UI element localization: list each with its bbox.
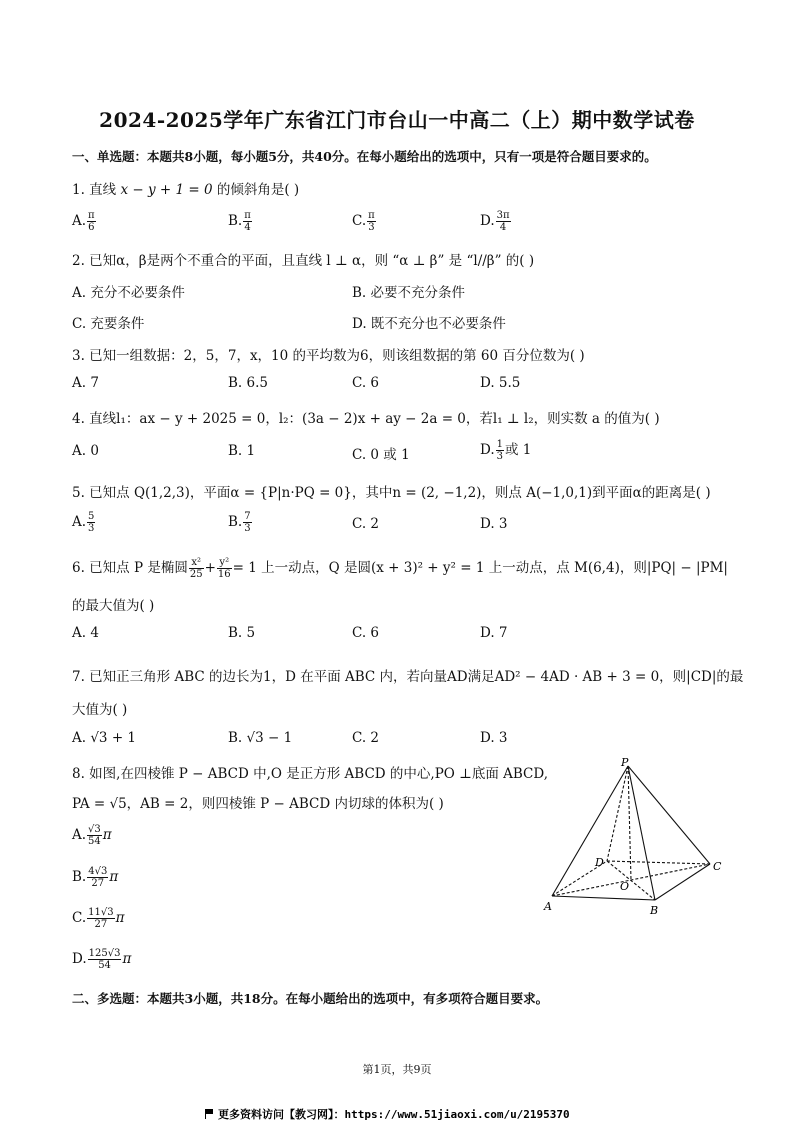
- question-4-option-a[interactable]: A. 0: [72, 443, 99, 459]
- edge-pa: [552, 766, 628, 896]
- option-label: D.: [480, 213, 495, 229]
- question-4-stem: 4. 直线l₁：ax − y + 2025 = 0，l₂：(3a − 2)x + ay − 2a = 0，若l₁ ⊥ l₂，则实数 a 的值为( ): [72, 411, 660, 427]
- fraction: [87, 210, 96, 233]
- page-number-footer: 第1页，共9页: [362, 1063, 432, 1076]
- denominator: 3: [368, 222, 375, 233]
- height-po-hidden: [628, 766, 631, 880]
- fraction: [87, 824, 102, 847]
- numerator: π: [244, 210, 251, 221]
- question-5-stem: 5. 已知点 Q(1,2,3)，平面α = {P|n·PQ = 0}，其中n = (2, −1,2)，则点 A(−1,0,1)到平面α的距离是( ): [72, 485, 711, 501]
- promo-text[interactable]: 更多资料访问【教习网】：https://www.51jiaoxi.com/u/2195370: [218, 1108, 570, 1121]
- fraction: [496, 439, 504, 462]
- numerator: 125√3: [88, 948, 121, 959]
- option-label: A.: [72, 213, 87, 229]
- question-3-option-c[interactable]: C. 6: [352, 375, 380, 391]
- question-7-option-b[interactable]: B. √3 − 1: [228, 730, 293, 746]
- fraction: [189, 557, 204, 580]
- edge-pd-hidden: [607, 766, 628, 861]
- question-7-option-c[interactable]: C. 2: [352, 730, 380, 746]
- question-8-stem-line-1: 8. 如图,在四棱锥 P − ABCD 中,O 是正方形 ABCD 的中心,PO ⊥底面 ABCD,: [72, 766, 549, 782]
- question-2-option-a[interactable]: A. 充分不必要条件: [72, 285, 185, 301]
- question-1-suffix: 的倾斜角是( ): [216, 182, 300, 198]
- question-6-option-d[interactable]: D. 7: [480, 625, 508, 641]
- option-label: D.: [480, 442, 495, 458]
- question-1-stem: [72, 178, 299, 198]
- denominator: 25: [189, 569, 203, 580]
- numerator: π: [88, 210, 95, 221]
- question-7-option-d[interactable]: D. 3: [480, 730, 508, 746]
- question-4-option-c[interactable]: C. 0 或 1: [352, 447, 410, 463]
- fraction: [88, 948, 122, 971]
- question-7-stem-line-2: 大值为( ): [72, 702, 128, 718]
- question-3-stem: 3. 已知一组数据：2，5，7，x，10 的平均数为6，则该组数据的第 60 百分位数为( ): [72, 348, 585, 364]
- question-8-option-c[interactable]: [72, 907, 124, 930]
- question-6-option-b[interactable]: B. 5: [228, 625, 256, 641]
- question-8-stem-line-2: PA = √5，AB = 2，则四棱锥 P − ABCD 内切球的体积为( ): [72, 796, 444, 812]
- question-3-option-b[interactable]: B. 6.5: [228, 375, 268, 391]
- edge-dc-hidden: [607, 861, 710, 864]
- section-heading-single-choice: 一、单选题：本题共8小题，每小题5分，共40分。在每小题给出的选项中，只有一项是符合题目要求的。: [72, 149, 657, 164]
- question-2-stem: 2. 已知α，β是两个不重合的平面，且直线 l ⊥ α，则 “α ⊥ β” 是 “l//β” 的( ): [72, 253, 535, 269]
- question-5-option-b[interactable]: [228, 511, 253, 534]
- numerator: 1: [496, 439, 504, 450]
- denominator: 54: [88, 836, 101, 847]
- question-4-option-b[interactable]: B. 1: [228, 443, 256, 459]
- question-6-option-a[interactable]: A. 4: [72, 625, 99, 641]
- denominator: 27: [94, 919, 108, 930]
- question-8-option-a[interactable]: [72, 824, 112, 847]
- denominator: 4: [499, 222, 507, 233]
- option-label: B.: [72, 869, 87, 885]
- question-7-stem-line-1: 7. 已知正三角形 ABC 的边长为1，D 在平面 ABC 内，若向量AD满足AD² − 4AD · AB + 3 = 0，则|CD|的最: [72, 669, 744, 685]
- fraction: [87, 866, 108, 889]
- numerator: π: [368, 210, 375, 221]
- question-6-option-c[interactable]: C. 6: [352, 625, 380, 641]
- numerator: 11√3: [88, 907, 114, 918]
- label-a: A: [544, 900, 552, 913]
- question-2-option-d[interactable]: D. 既不充分也不必要条件: [352, 316, 506, 332]
- denominator: 3: [244, 523, 251, 534]
- option-label: D.: [72, 951, 87, 967]
- denominator: 27: [91, 878, 105, 889]
- plus-sign: +: [204, 560, 216, 576]
- label-d: D: [595, 856, 604, 869]
- question-3-option-d[interactable]: D. 5.5: [480, 375, 521, 391]
- numerator: 3π: [496, 210, 510, 221]
- option-label: C.: [352, 213, 367, 229]
- label-p: P: [621, 758, 629, 769]
- pi-symbol: π: [122, 951, 132, 967]
- option-label: B.: [228, 514, 243, 530]
- pi-symbol: π: [102, 827, 112, 843]
- question-5-option-d[interactable]: D. 3: [480, 516, 508, 532]
- pi-symbol: π: [115, 910, 125, 926]
- denominator: 3: [88, 523, 95, 534]
- question-8-option-b[interactable]: [72, 866, 118, 889]
- question-2-option-c[interactable]: C. 充要条件: [72, 316, 145, 332]
- question-4-option-d[interactable]: [480, 438, 531, 462]
- promo-link[interactable]: [205, 1106, 570, 1122]
- denominator: 16: [217, 569, 231, 580]
- fraction: [243, 210, 252, 233]
- question-1-option-c[interactable]: [352, 210, 377, 233]
- pi-symbol: π: [109, 869, 119, 885]
- question-5-option-a[interactable]: [72, 511, 96, 534]
- fraction: [367, 210, 376, 233]
- option-text: 或 1: [505, 442, 532, 458]
- numerator: y²: [217, 557, 232, 569]
- flag-icon: [205, 1109, 213, 1118]
- numerator: 7: [244, 511, 251, 522]
- fraction: [87, 511, 95, 534]
- option-label: A.: [72, 514, 87, 530]
- question-1-option-a[interactable]: [72, 210, 97, 233]
- denominator: 3: [496, 451, 504, 462]
- question-6-text: 6. 已知点 P 是椭圆: [72, 560, 188, 576]
- question-6-stem-line-2: 的最大值为( ): [72, 598, 155, 614]
- page-title: 2024-2025学年广东省江门市台山一中高二（上）期中数学试卷: [99, 108, 695, 132]
- label-o: O: [620, 880, 630, 893]
- label-b: B: [650, 904, 659, 917]
- question-6-stem-line-1: [72, 556, 728, 580]
- fraction: [496, 210, 511, 233]
- question-5-option-c[interactable]: C. 2: [352, 516, 380, 532]
- question-3-option-a[interactable]: A. 7: [72, 375, 99, 391]
- edge-bc: [655, 864, 710, 900]
- question-7-option-a[interactable]: A. √3 + 1: [72, 730, 137, 746]
- fraction: [217, 557, 232, 580]
- option-label: A.: [72, 827, 87, 843]
- edge-ab: [552, 896, 655, 900]
- numerator: 5: [88, 511, 95, 522]
- denominator: 4: [244, 222, 251, 233]
- denominator: 54: [98, 960, 111, 971]
- fraction: [243, 511, 251, 534]
- question-6-text: = 1 上一动点，Q 是圆(x + 3)² + y² = 1 上一动点，点 M(6,4)，则|PQ| − |PM|: [232, 560, 728, 576]
- question-8-option-d[interactable]: [72, 948, 131, 971]
- numerator: x²: [189, 557, 204, 569]
- pyramid-figure: [540, 758, 725, 918]
- numerator: 4√3: [88, 866, 108, 877]
- option-label: C.: [72, 910, 87, 926]
- question-1-expr: x − y + 1 = 0: [120, 182, 213, 198]
- question-1-prefix: 1. 直线: [72, 182, 117, 198]
- label-c: C: [713, 860, 722, 873]
- question-1-option-d[interactable]: [480, 210, 512, 233]
- section-heading-multiple-choice: 二、多选题：本题共3小题，共18分。在每小题给出的选项中，有多项符合题目要求。: [72, 991, 549, 1006]
- edge-pc: [628, 766, 710, 864]
- denominator: 6: [88, 222, 95, 233]
- question-2-option-b[interactable]: B. 必要不充分条件: [352, 285, 466, 301]
- option-label: B.: [228, 213, 243, 229]
- fraction: [87, 907, 114, 930]
- question-1-option-b[interactable]: [228, 210, 253, 233]
- numerator: √3: [88, 824, 101, 835]
